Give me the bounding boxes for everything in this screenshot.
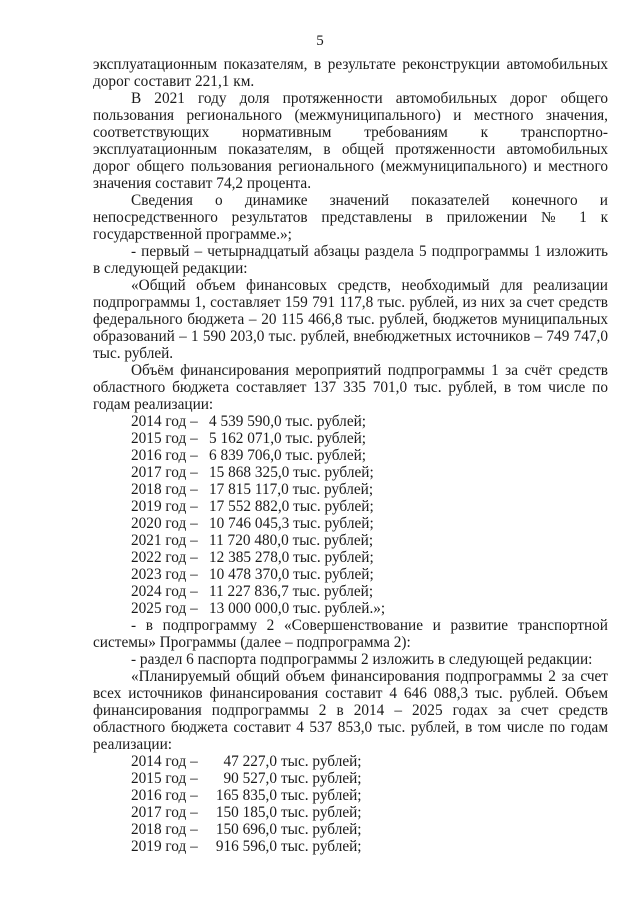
year-unit: тыс. рублей; bbox=[281, 787, 362, 804]
year-amount: 12 385 278,0 тыс. рублей; bbox=[209, 549, 374, 566]
year-label: 2016 год – bbox=[131, 787, 198, 804]
document-body bbox=[93, 56, 608, 855]
paragraph-section6-amendment: - раздел 6 паспорта подпрограммы 2 изложить в следующей редакции: bbox=[131, 651, 593, 668]
page-number: 5 bbox=[316, 33, 324, 49]
year-amount: 4 539 590,0 тыс. рублей; bbox=[209, 413, 367, 430]
year-row bbox=[131, 583, 608, 600]
year-amount: 17 552 882,0 тыс. рублей; bbox=[209, 498, 374, 515]
year-label: 2014 год – bbox=[131, 413, 198, 430]
year-row bbox=[131, 481, 608, 498]
year-amount: 11 227 836,7 тыс. рублей; bbox=[209, 583, 374, 600]
paragraph-continuation: эксплуатационным показателям, в результате реконструкции автомобильных дорог составит 221,1 км. bbox=[93, 56, 608, 90]
year-amount: 916 596,0 bbox=[215, 838, 277, 855]
year-row bbox=[131, 515, 608, 532]
year-row bbox=[131, 804, 608, 821]
paragraph-total-financing-sub2: «Планируемый общий объем финансирования подпрограммы 2 за счет всех источников финансирования составит 4 646 088,3 тыс. рублей. Объем финансирования подпрограммы 2 в 2014 – 2025 годах за счет средств областного бюджета составит 4 537 853,0 тыс. рублей, в том числе по годам реализации: bbox=[93, 668, 608, 753]
year-unit: тыс. рублей; bbox=[281, 838, 362, 855]
year-label: 2017 год – bbox=[131, 464, 198, 481]
year-row bbox=[131, 600, 608, 617]
year-amount: 5 162 071,0 тыс. рублей; bbox=[209, 430, 367, 447]
paragraph-road-share-2021: В 2021 году доля протяженности автомобильных дорог общего пользования регионального (межмуниципального) и местного значения, соответствующих нормативным требованиям к транспортно-эксплуатационным показателям, в общей протяженности автомобильных дорог общего пользования регионального (межмуниципального) и местного значения составит 74,2 процента. bbox=[93, 90, 608, 192]
yearly-financing-list-sub2 bbox=[131, 753, 608, 855]
year-amount: 17 815 117,0 тыс. рублей; bbox=[209, 481, 374, 498]
year-amount: 13 000 000,0 тыс. рублей.»; bbox=[209, 600, 386, 617]
year-row bbox=[131, 498, 608, 515]
paragraph-total-financing-sub1: «Общий объем финансовых средств, необходимый для реализации подпрограммы 1, составляет 159 791 117,8 тыс. рублей, из них за счет средств федерального бюджета – 20 115 466,8 тыс. рублей, бюджетов муниципальных образований – 1 590 203,0 тыс. рублей, внебюджетных источников – 749 747,0 тыс. рублей. bbox=[93, 277, 608, 362]
year-row bbox=[131, 532, 608, 549]
year-amount: 15 868 325,0 тыс. рублей; bbox=[209, 464, 374, 481]
year-unit: тыс. рублей; bbox=[281, 821, 362, 838]
year-label: 2021 год – bbox=[131, 532, 198, 549]
year-amount: 10 746 045,3 тыс. рублей; bbox=[209, 515, 374, 532]
year-label: 2018 год – bbox=[131, 481, 198, 498]
year-label: 2019 год – bbox=[131, 498, 198, 515]
year-amount: 90 527,0 bbox=[223, 770, 277, 787]
paragraph-subprogram2-intro: - в подпрограмму 2 «Совершенствование и развитие транспортной системы» Программы (далее – подпрограмма 2): bbox=[93, 617, 608, 651]
year-label: 2024 год – bbox=[131, 583, 198, 600]
year-amount: 10 478 370,0 тыс. рублей; bbox=[209, 566, 374, 583]
year-amount: 47 227,0 bbox=[223, 753, 277, 770]
year-row bbox=[131, 413, 608, 430]
year-amount: 11 720 480,0 тыс. рублей; bbox=[209, 532, 374, 549]
year-label: 2025 год – bbox=[131, 600, 198, 617]
year-amount: 165 835,0 bbox=[215, 787, 277, 804]
year-label: 2023 год – bbox=[131, 566, 198, 583]
year-label: 2015 год – bbox=[131, 770, 198, 787]
year-row bbox=[131, 821, 608, 838]
year-row bbox=[131, 447, 608, 464]
year-label: 2019 год – bbox=[131, 838, 198, 855]
year-unit: тыс. рублей; bbox=[281, 770, 362, 787]
year-row bbox=[131, 838, 608, 855]
year-row bbox=[131, 566, 608, 583]
year-row bbox=[131, 430, 608, 447]
paragraph-regional-budget-sub1: Объём финансирования мероприятий подпрограммы 1 за счёт средств областного бюджета составляет 137 335 701,0 тыс. рублей, в том числе по годам реализации: bbox=[93, 362, 608, 413]
year-label: 2022 год – bbox=[131, 549, 198, 566]
year-label: 2020 год – bbox=[131, 515, 198, 532]
year-unit: тыс. рублей; bbox=[281, 804, 362, 821]
year-amount: 150 696,0 bbox=[215, 821, 277, 838]
year-label: 2018 год – bbox=[131, 821, 198, 838]
year-unit: тыс. рублей; bbox=[281, 753, 362, 770]
year-label: 2017 год – bbox=[131, 804, 198, 821]
year-label: 2016 год – bbox=[131, 447, 198, 464]
year-row bbox=[131, 549, 608, 566]
year-amount: 150 185,0 bbox=[215, 804, 277, 821]
yearly-financing-list-sub1 bbox=[131, 413, 608, 617]
paragraph-indicators-info: Сведения о динамике значений показателей конечного и непосредственного результатов представлены в приложении № 1 к государственной программе.»; bbox=[93, 192, 608, 243]
year-label: 2015 год – bbox=[131, 430, 198, 447]
year-label: 2014 год – bbox=[131, 753, 198, 770]
year-row bbox=[131, 770, 608, 787]
paragraph-amendment-section5: - первый – четырнадцатый абзацы раздела 5 подпрограммы 1 изложить в следующей редакции: bbox=[93, 243, 608, 277]
year-row bbox=[131, 464, 608, 481]
year-row bbox=[131, 753, 608, 770]
year-row bbox=[131, 787, 608, 804]
year-amount: 6 839 706,0 тыс. рублей; bbox=[209, 447, 367, 464]
